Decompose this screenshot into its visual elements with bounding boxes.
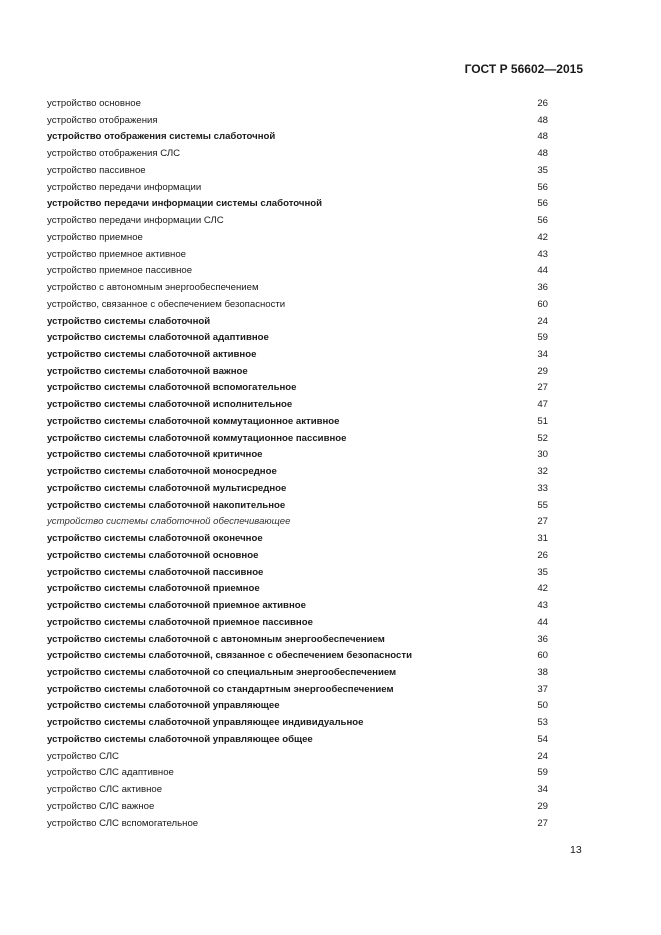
- index-page-ref: 30: [537, 449, 548, 461]
- index-entry: [47, 532, 548, 549]
- index-page-ref: 50: [537, 700, 548, 712]
- index-entry: [47, 750, 548, 767]
- index-entry: [47, 331, 548, 348]
- index-term: устройство системы слаботочной вспомогательное: [47, 382, 297, 394]
- index-entry: [47, 130, 548, 147]
- subject-index: [47, 97, 548, 833]
- index-page-ref: 54: [537, 733, 548, 745]
- index-page-ref: 27: [537, 817, 548, 829]
- index-page-ref: 43: [537, 600, 548, 612]
- index-entry: [47, 566, 548, 583]
- index-page-ref: 24: [537, 315, 548, 327]
- index-term: устройство системы слаботочной коммутационное пассивное: [47, 432, 347, 444]
- index-entry: [47, 666, 548, 683]
- index-term: устройство отображения: [47, 114, 158, 126]
- index-term: устройство приемное активное: [47, 248, 187, 260]
- index-page-ref: 37: [537, 683, 548, 695]
- index-page-ref: 43: [537, 248, 548, 260]
- index-term: устройство системы слаботочной исполнительное: [47, 399, 293, 411]
- index-entry: [47, 398, 548, 415]
- index-term: устройство отображения системы слаботочной: [47, 131, 276, 143]
- index-page-ref: 33: [537, 482, 548, 494]
- index-entry: [47, 599, 548, 616]
- index-page-ref: 34: [537, 349, 548, 361]
- index-entry: [47, 716, 548, 733]
- index-page-ref: 31: [537, 533, 548, 545]
- index-term: устройство системы слаботочной мультисредное: [47, 482, 287, 494]
- index-term: устройство передачи информации системы слаботочной: [47, 198, 323, 210]
- index-entry: [47, 214, 548, 231]
- index-entry: [47, 783, 548, 800]
- index-entry: [47, 432, 548, 449]
- index-entry: [47, 281, 548, 298]
- index-page-ref: 27: [537, 382, 548, 394]
- index-entry: [47, 549, 548, 566]
- index-term: устройство отображения СЛС: [47, 148, 181, 160]
- index-term: устройство системы слаботочной управляющее индивидуальное: [47, 717, 364, 729]
- index-page-ref: 27: [537, 516, 548, 528]
- index-page-ref: 52: [537, 432, 548, 444]
- index-entry: [47, 365, 548, 382]
- index-term: устройство системы слаботочной приемное активное: [47, 600, 306, 612]
- index-page-ref: 26: [537, 549, 548, 561]
- index-entry: [47, 231, 548, 248]
- index-term: устройство системы слаботочной пассивное: [47, 566, 264, 578]
- index-entry: [47, 298, 548, 315]
- index-term: устройство СЛС адаптивное: [47, 767, 174, 779]
- index-entry: [47, 616, 548, 633]
- index-term: устройство системы слаботочной важное: [47, 365, 248, 377]
- index-term: устройство системы слаботочной критичное: [47, 449, 263, 461]
- index-term: устройство системы слаботочной с автономным энергообеспечением: [47, 633, 385, 645]
- index-term: устройство системы слаботочной управляющее общее: [47, 733, 313, 745]
- index-term: устройство с автономным энергообеспечением: [47, 282, 259, 294]
- index-term: устройство, связанное с обеспечением безопасности: [47, 298, 286, 310]
- index-page-ref: 60: [537, 650, 548, 662]
- index-term: устройство системы слаботочной моносредное: [47, 466, 277, 478]
- index-entry: [47, 181, 548, 198]
- index-term: устройство СЛС важное: [47, 800, 155, 812]
- index-term: устройство СЛС активное: [47, 784, 163, 796]
- index-page-ref: 59: [537, 767, 548, 779]
- index-term: устройство системы слаботочной обеспечивающее: [47, 516, 291, 528]
- index-page-ref: 42: [537, 583, 548, 595]
- index-term: устройство системы слаботочной приемное пассивное: [47, 616, 313, 628]
- index-term: устройство системы слаботочной приемное: [47, 583, 260, 595]
- index-page-ref: 36: [537, 633, 548, 645]
- index-page-ref: 60: [537, 298, 548, 310]
- index-page-ref: 56: [537, 215, 548, 227]
- index-term: устройство системы слаботочной активное: [47, 349, 257, 361]
- index-entry: [47, 582, 548, 599]
- index-entry: [47, 264, 548, 281]
- index-entry: [47, 817, 548, 834]
- index-entry: [47, 348, 548, 365]
- index-term: устройство СЛС: [47, 750, 119, 762]
- index-entry: [47, 164, 548, 181]
- index-page-ref: 59: [537, 332, 548, 344]
- index-entry: [47, 482, 548, 499]
- index-entry: [47, 800, 548, 817]
- index-term: устройство системы слаботочной: [47, 315, 211, 327]
- index-entry: [47, 465, 548, 482]
- index-entry: [47, 733, 548, 750]
- index-entry: [47, 633, 548, 650]
- index-term: устройство передачи информации СЛС: [47, 215, 224, 227]
- index-entry: [47, 197, 548, 214]
- index-term: устройство системы слаботочной основное: [47, 549, 259, 561]
- index-page-ref: 35: [537, 566, 548, 578]
- index-page-ref: 47: [537, 399, 548, 411]
- index-entry: [47, 766, 548, 783]
- index-entry: [47, 381, 548, 398]
- index-page-ref: 53: [537, 717, 548, 729]
- index-term: устройство системы слаботочной со стандартным энергообеспечением: [47, 683, 394, 695]
- index-term: устройство системы слаботочной управляющее: [47, 700, 280, 712]
- index-entry: [47, 515, 548, 532]
- index-entry: [47, 699, 548, 716]
- index-page-ref: 48: [537, 148, 548, 160]
- index-page-ref: 48: [537, 114, 548, 126]
- index-page-ref: 26: [537, 98, 548, 109]
- index-term: устройство приемное пассивное: [47, 265, 193, 277]
- index-term: устройство пассивное: [47, 164, 146, 176]
- index-term: устройство системы слаботочной оконечное: [47, 533, 263, 545]
- index-page-ref: 24: [537, 750, 548, 762]
- index-entry: [47, 97, 548, 114]
- index-page-ref: 32: [537, 466, 548, 478]
- index-term: устройство СЛС вспомогательное: [47, 817, 199, 829]
- index-page-ref: 29: [537, 365, 548, 377]
- index-term: устройство системы слаботочной со специальным энергообеспечением: [47, 666, 397, 678]
- index-page-ref: 29: [537, 800, 548, 812]
- index-term: устройство передачи информации: [47, 181, 202, 193]
- document-header: ГОСТ Р 56602—2015: [464, 62, 583, 76]
- index-term: устройство основное: [47, 98, 141, 109]
- index-term: устройство приемное: [47, 231, 143, 243]
- index-page-ref: 44: [537, 616, 548, 628]
- index-entry: [47, 649, 548, 666]
- index-entry: [47, 315, 548, 332]
- index-page-ref: 56: [537, 198, 548, 210]
- index-term: устройство системы слаботочной адаптивное: [47, 332, 269, 344]
- index-term: устройство системы слаботочной, связанное с обеспечением безопасности: [47, 650, 412, 662]
- index-page-ref: 55: [537, 499, 548, 511]
- index-page-ref: 36: [537, 282, 548, 294]
- index-page-ref: 34: [537, 784, 548, 796]
- index-page-ref: 42: [537, 231, 548, 243]
- index-term: устройство системы слаботочной накопительное: [47, 499, 286, 511]
- index-entry: [47, 499, 548, 516]
- index-entry: [47, 448, 548, 465]
- index-page-ref: 51: [537, 415, 548, 427]
- index-term: устройство системы слаботочной коммутационное активное: [47, 415, 340, 427]
- index-page-ref: 56: [537, 181, 548, 193]
- index-entry: [47, 147, 548, 164]
- index-page-ref: 35: [537, 164, 548, 176]
- index-page-ref: 44: [537, 265, 548, 277]
- page-number: 13: [570, 844, 582, 856]
- index-entry: [47, 683, 548, 700]
- index-entry: [47, 248, 548, 265]
- index-page-ref: 38: [537, 666, 548, 678]
- index-entry: [47, 114, 548, 131]
- index-page-ref: 48: [537, 131, 548, 143]
- index-entry: [47, 415, 548, 432]
